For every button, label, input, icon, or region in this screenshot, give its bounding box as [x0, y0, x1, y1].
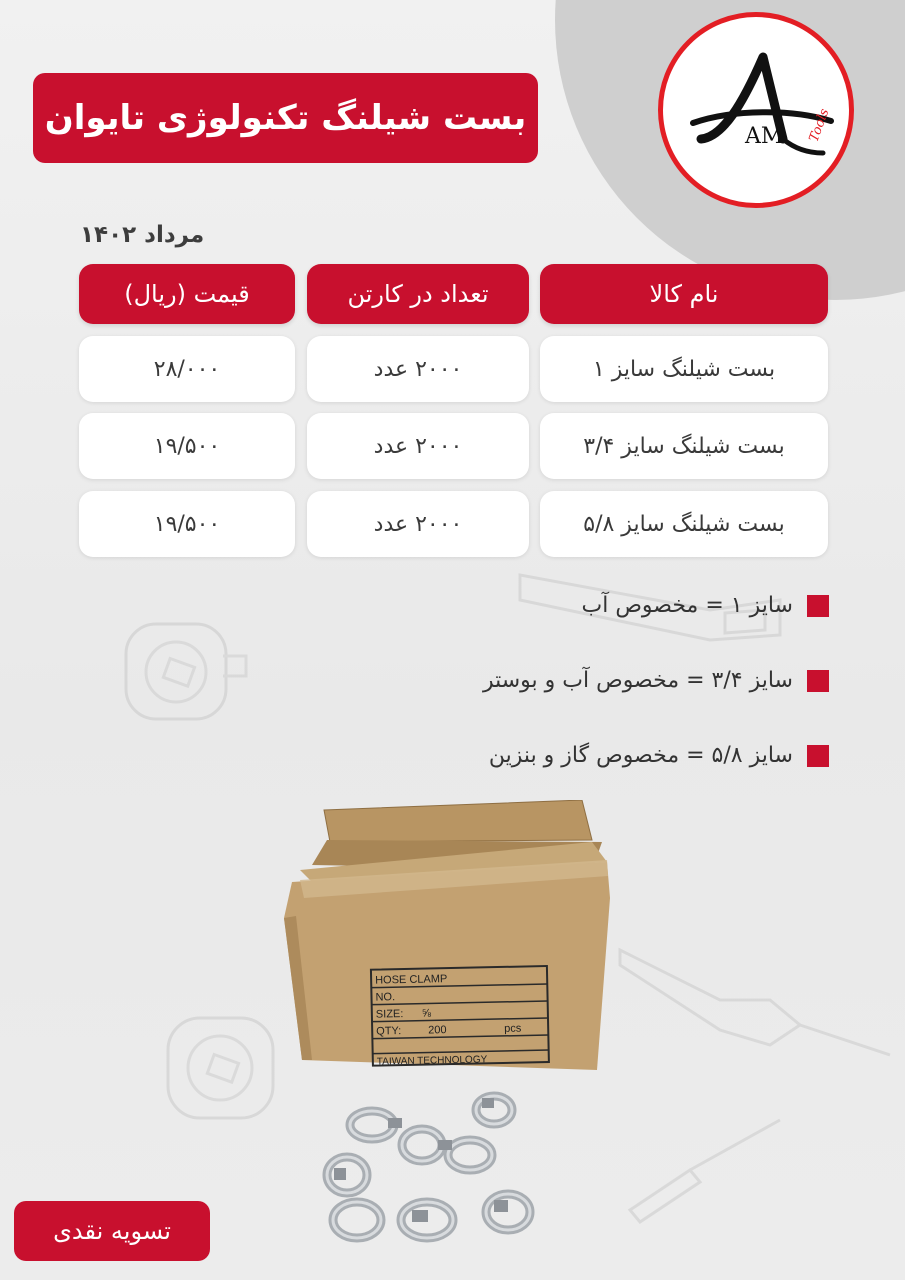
screwdriver-sketch-icon	[600, 930, 900, 1060]
payment-badge: تسویه نقدی	[14, 1201, 210, 1261]
cell-price: ۱۹/۵۰۰	[79, 491, 295, 557]
box-label-qty: QTY:	[376, 1025, 402, 1038]
box-label-qty-unit: pcs	[504, 1022, 522, 1035]
header-quantity: تعداد در کارتن	[307, 264, 529, 324]
note-item	[489, 743, 829, 768]
hose-clamps	[327, 1096, 530, 1238]
logo-word: Tools	[806, 106, 833, 145]
note-text: سایز ۱ = مخصوص آب	[581, 593, 793, 618]
cell-product-name: بست شیلنگ سایز ۱	[540, 336, 828, 402]
date-label: مرداد ۱۴۰۲	[80, 222, 205, 248]
cell-price: ۲۸/۰۰۰	[79, 336, 295, 402]
cell-quantity: ۲۰۰۰ عدد	[307, 491, 529, 557]
brand-logo	[658, 12, 854, 208]
cell-quantity: ۲۰۰۰ عدد	[307, 336, 529, 402]
tape-measure-sketch-icon	[118, 616, 248, 731]
note-item	[582, 593, 830, 618]
screwdriver-sketch-icon	[610, 1110, 790, 1230]
note-text: سایز ۳/۴ = مخصوص آب و بوستر	[482, 668, 793, 693]
box-label-origin: TAIWAN TECHNOLOGY	[376, 1054, 488, 1068]
note-item	[483, 668, 829, 693]
cell-product-name: بست شیلنگ سایز ۳/۴	[540, 413, 828, 479]
product-photo	[272, 800, 632, 1270]
square-bullet-icon	[807, 745, 829, 767]
square-bullet-icon	[807, 670, 829, 692]
note-text: سایز ۵/۸ = مخصوص گاز و بنزین	[488, 743, 793, 768]
page-title: بست شیلنگ تکنولوژی تایوان	[33, 73, 538, 163]
box-label-qty-value: 200	[428, 1024, 447, 1037]
cell-quantity: ۲۰۰۰ عدد	[307, 413, 529, 479]
cell-price: ۱۹/۵۰۰	[79, 413, 295, 479]
box-label-number: NO.	[375, 991, 396, 1004]
box-label-size-value: ⅝	[421, 1007, 432, 1020]
header-product-name: نام کالا	[540, 264, 828, 324]
square-bullet-icon	[807, 595, 829, 617]
box-label-title: HOSE CLAMP	[375, 973, 448, 987]
box-label-size: SIZE:	[375, 1008, 404, 1021]
cell-product-name: بست شیلنگ سایز ۵/۸	[540, 491, 828, 557]
logo-letters: AM	[745, 124, 784, 149]
header-price: قیمت (ریال)	[79, 264, 295, 324]
